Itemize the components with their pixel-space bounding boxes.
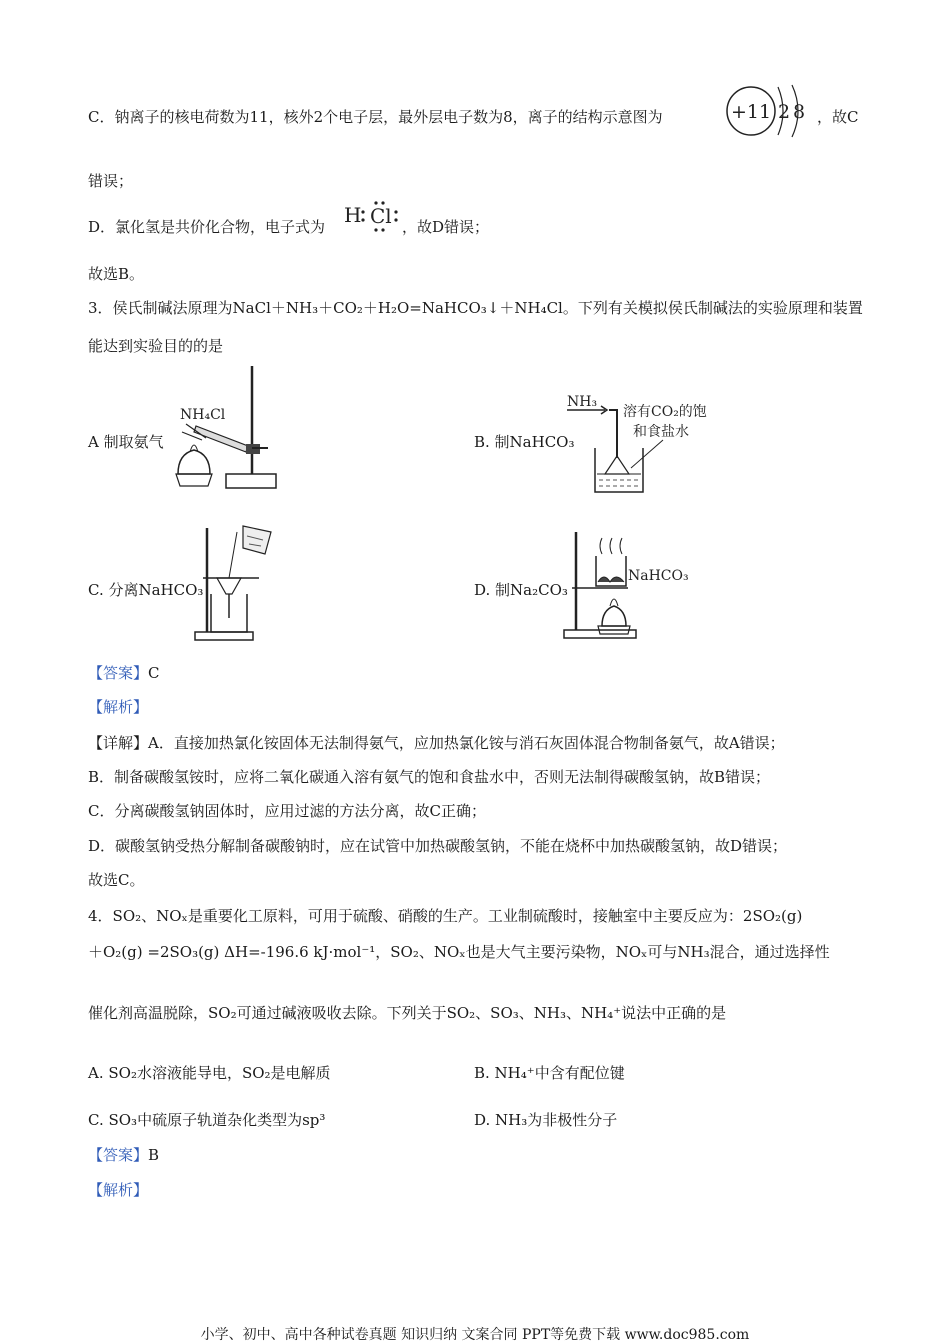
q4-option-c: C. SO₃中硫原子轨道杂化类型为sp³ [88, 1111, 326, 1129]
q4-answer [88, 1145, 159, 1165]
q4-answer-value: B [148, 1146, 160, 1164]
hcl-electron-formula [343, 200, 401, 234]
q3-detail-b: B．制备碳酸氢铵时，应将二氧化碳通入溶有氨气的饱和食盐水中，否则无法制得碳酸氢钠，故B错误； [88, 768, 771, 786]
apparatus-b-gas-label: NH₃ [567, 394, 598, 410]
q4-analysis-tag: 【解析】 [88, 1181, 149, 1199]
q3-answer [88, 663, 160, 683]
q3-stem-line2: 能达到实验目的的是 [88, 337, 224, 355]
line-c-explanation [88, 107, 663, 127]
q3-option-d: D. 制Na₂CO₃ [474, 581, 568, 599]
q3-detail-choose: 故选C。 [88, 871, 145, 889]
apparatus-c-filtration [193, 522, 283, 642]
ion-shell-1-electrons: 2 [777, 101, 791, 123]
q3-detail-c: C．分离碳酸氢钠固体时，应用过滤的方法分离，故C正确； [88, 802, 486, 820]
q3-detail-d: D．碳酸氢钠受热分解制备碳酸钠时，应在试管中加热碳酸氢钠，不能在烧杯中加热碳酸氢钠，故D错误； [88, 837, 788, 855]
ion-nucleus-charge: +11 [730, 101, 772, 123]
q3-option-a: A 制取氨气 [88, 433, 164, 451]
sodium-ion-structure-diagram [724, 82, 814, 146]
c-suffix: ，故C [817, 108, 859, 126]
q4-option-d: D. NH₃为非极性分子 [474, 1111, 618, 1129]
apparatus-b-solution-label-1: 溶有CO₂的饱 [623, 404, 707, 420]
ion-shell-2-electrons: 8 [792, 101, 806, 123]
q4-option-b: B. NH₄⁺中含有配位键 [474, 1064, 625, 1082]
q3-analysis-tag: 【解析】 [88, 698, 149, 716]
apparatus-a-label: NH₄Cl [180, 407, 226, 423]
svg-text:H: H [344, 203, 362, 227]
page-footer: 小学、初中、高中各种试卷真题 知识归纳 文案合同 PPT等免费下载 www.doc985.com [200, 1327, 750, 1343]
q3-detail-a: 【详解】A．直接加热氯化铵固体无法制得氨气，应加热氯化铵与消石灰固体混合物制备氨气，故A错误； [88, 734, 785, 752]
apparatus-a-heating-tube [168, 362, 288, 492]
q3-answer-tag: 【答案】 [88, 664, 149, 682]
apparatus-d-label: NaHCO₃ [628, 568, 689, 584]
choose-b: 故选B。 [88, 265, 145, 283]
q3-option-c: C. 分离NaHCO₃ [88, 581, 204, 599]
q4-stem-line3: 催化剂高温脱除，SO₂可通过碱液吸收去除。下列关于SO₂、SO₃、NH₃、NH₄⁺说法中正确的是 [88, 1004, 727, 1022]
q3-option-b: B. 制NaHCO₃ [474, 433, 575, 451]
d-explanation-text: D．氯化氢是共价化合物，电子式为 [88, 218, 326, 236]
apparatus-b-beaker-funnel [565, 388, 725, 496]
q4-option-a: A. SO₂水溶液能导电，SO₂是电解质 [88, 1064, 331, 1082]
apparatus-b-solution-label-2: 和食盐水 [633, 424, 689, 440]
c-explanation-text: C．钠离子的核电荷数为11，核外2个电子层，最外层电子数为8，离子的结构示意图为 [88, 108, 663, 126]
q4-answer-tag: 【答案】 [88, 1146, 149, 1164]
q4-stem-line1: 4．SO₂、NOₓ是重要化工原料，可用于硫酸、硝酸的生产。工业制硫酸时，接触室中主要反应为：2SO₂(g) [88, 907, 803, 925]
line-d-explanation [88, 217, 325, 237]
q3-answer-value: C [148, 664, 160, 682]
q4-stem-line2: ＋O₂(g) =2SO₃(g) ΔH=-196.6 kJ·mol⁻¹，SO₂、NOₓ也是大气主要污染物，NOₓ可与NH₃混合，通过选择性 [88, 943, 830, 961]
q3-detail-tag: 【详解】 [88, 734, 149, 752]
svg-text:Cl: Cl [370, 204, 392, 228]
d-suffix: ，故D错误； [402, 218, 490, 236]
c-continuation: 错误； [88, 172, 134, 190]
q3-stem-line1: 3．侯氏制碱法原理为NaCl＋NH₃＋CO₂＋H₂O=NaHCO₃↓＋NH₄Cl。下列有关模拟侯氏制碱法的实验原理和装置 [88, 299, 863, 317]
apparatus-d-beaker-heating [562, 528, 692, 642]
